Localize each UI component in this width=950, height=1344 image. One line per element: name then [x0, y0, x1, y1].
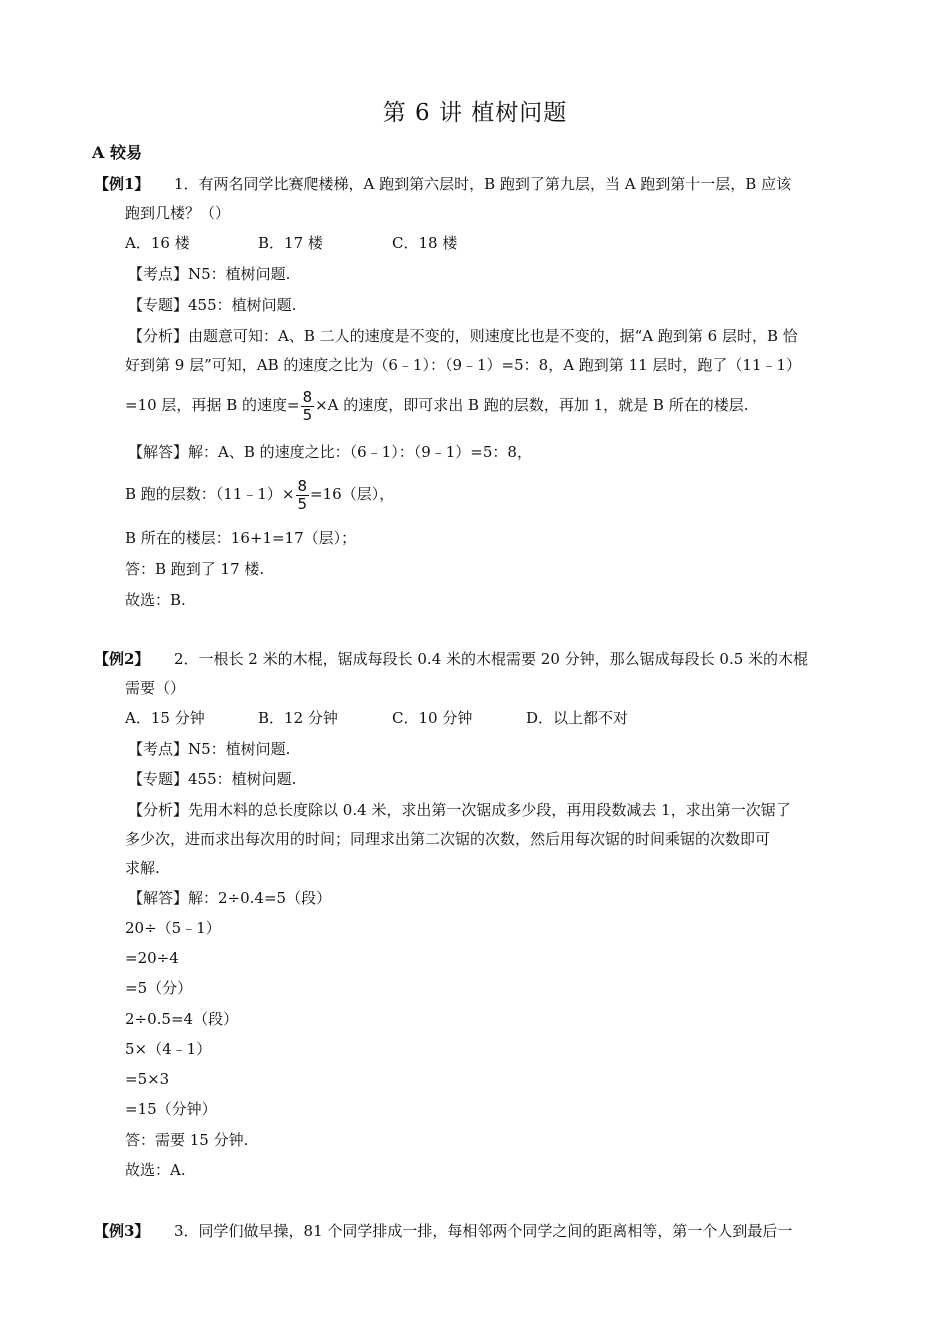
example-1-solution-line-2 — [125, 475, 394, 513]
fraction-numerator: 8 — [297, 476, 308, 495]
example-2-kaodian: 【考点】N5：植树问题. — [128, 740, 291, 758]
example-3-tag: 【例3】 — [94, 1222, 150, 1240]
example-1-analysis-line-1: 【分析】由题意可知：A、B 二人的速度是不变的，则速度比也是不变的，据“A 跑到第 6 层时，B 恰 — [128, 327, 798, 345]
fraction-denominator: 5 — [302, 405, 313, 424]
analysis-text-b: ×A 的速度，即可求出 B 跑的层数，再加 1，就是 B 所在的楼层. — [315, 396, 749, 414]
example-1-solution-line-1: 【解答】解：A、B 的速度之比：（6﹣1）：（9﹣1）=5：8， — [128, 443, 532, 461]
example-1-analysis-line-2: 好到第 9 层”可知，AB 的速度之比为（6﹣1）：（9﹣1）=5：8，A 跑到第 11 层时，跑了（11﹣1） — [125, 356, 802, 374]
fraction-numerator: 8 — [302, 387, 313, 406]
example-2-solution-line-7: =5×3 — [125, 1070, 170, 1088]
example-2-option-d: D．以上都不对 — [526, 709, 629, 727]
example-1-zhuanti: 【专题】455：植树问题. — [128, 296, 297, 314]
example-1-solution-line-5: 故选：B. — [125, 591, 186, 609]
fraction-8-5 — [296, 478, 310, 513]
example-2-analysis-line-1: 【分析】先用木料的总长度除以 0.4 米，求出第一次锯成多少段，再用段数减去 1，求出第一次锯了 — [128, 801, 791, 819]
example-1-question-line-2: 跑到几楼？（） — [125, 204, 231, 222]
example-2-solution-line-10: 故选：A. — [125, 1161, 186, 1179]
example-2-question-line-2: 需要（） — [125, 679, 186, 697]
example-2-analysis-line-3: 求解. — [125, 859, 160, 877]
solution-text-a: B 跑的层数：（11﹣1）× — [125, 485, 295, 503]
example-1-kaodian: 【考点】N5：植树问题. — [128, 265, 291, 283]
example-1-option-a: A．16 楼 — [125, 234, 190, 252]
example-3-question-line-1: 3．同学们做早操，81 个同学排成一排，每相邻两个同学之间的距离相等，第一个人到最后一 — [174, 1222, 793, 1240]
example-1-option-b: B．17 楼 — [258, 234, 323, 252]
fraction-denominator: 5 — [297, 494, 308, 513]
example-1-analysis-line-3 — [125, 386, 748, 424]
example-1-question-line-1: 1．有两名同学比赛爬楼梯，A 跑到第六层时，B 跑到了第九层，当 A 跑到第十一层，B 应该 — [174, 175, 792, 193]
analysis-text-a: =10 层，再据 B 的速度= — [125, 396, 300, 414]
example-1-tag: 【例1】 — [94, 175, 150, 193]
example-2-option-c: C．10 分钟 — [392, 709, 473, 727]
example-2-option-a: A．15 分钟 — [125, 709, 205, 727]
example-2-solution-line-5: 2÷0.5=4（段） — [125, 1010, 239, 1028]
example-2-solution-line-8: =15（分钟） — [125, 1100, 217, 1118]
example-2-solution-line-6: 5×（4﹣1） — [125, 1040, 212, 1058]
example-2-zhuanti: 【专题】455：植树问题. — [128, 770, 297, 788]
example-1-option-c: C．18 楼 — [392, 234, 458, 252]
example-2-solution-line-3: =20÷4 — [125, 949, 179, 967]
example-2-tag: 【例2】 — [94, 650, 150, 668]
example-2-option-b: B．12 分钟 — [258, 709, 338, 727]
example-2-solution-line-4: =5（分） — [125, 979, 193, 997]
solution-text-b: =16（层）， — [310, 485, 395, 503]
fraction-8-5 — [301, 389, 315, 424]
section-heading: A 较易 — [92, 143, 142, 162]
page-title: 第 6 讲 植树问题 — [382, 100, 568, 126]
example-2-solution-line-1: 【解答】解：2÷0.4=5（段） — [128, 889, 332, 907]
example-2-question-line-1: 2．一根长 2 米的木棍，锯成每段长 0.4 米的木棍需要 20 分钟，那么锯成每段长 0.5 米的木棍 — [174, 650, 809, 668]
example-2-analysis-line-2: 多少次，进而求出每次用的时间；同理求出第二次锯的次数，然后用每次锯的时间乘锯的次数即可 — [125, 830, 771, 848]
example-1-solution-line-3: B 所在的楼层：16+1=17（层）； — [125, 529, 357, 547]
example-1-solution-line-4: 答：B 跑到了 17 楼. — [125, 560, 265, 578]
example-2-solution-line-9: 答：需要 15 分钟. — [125, 1131, 249, 1149]
example-2-solution-line-2: 20÷（5﹣1） — [125, 919, 221, 937]
